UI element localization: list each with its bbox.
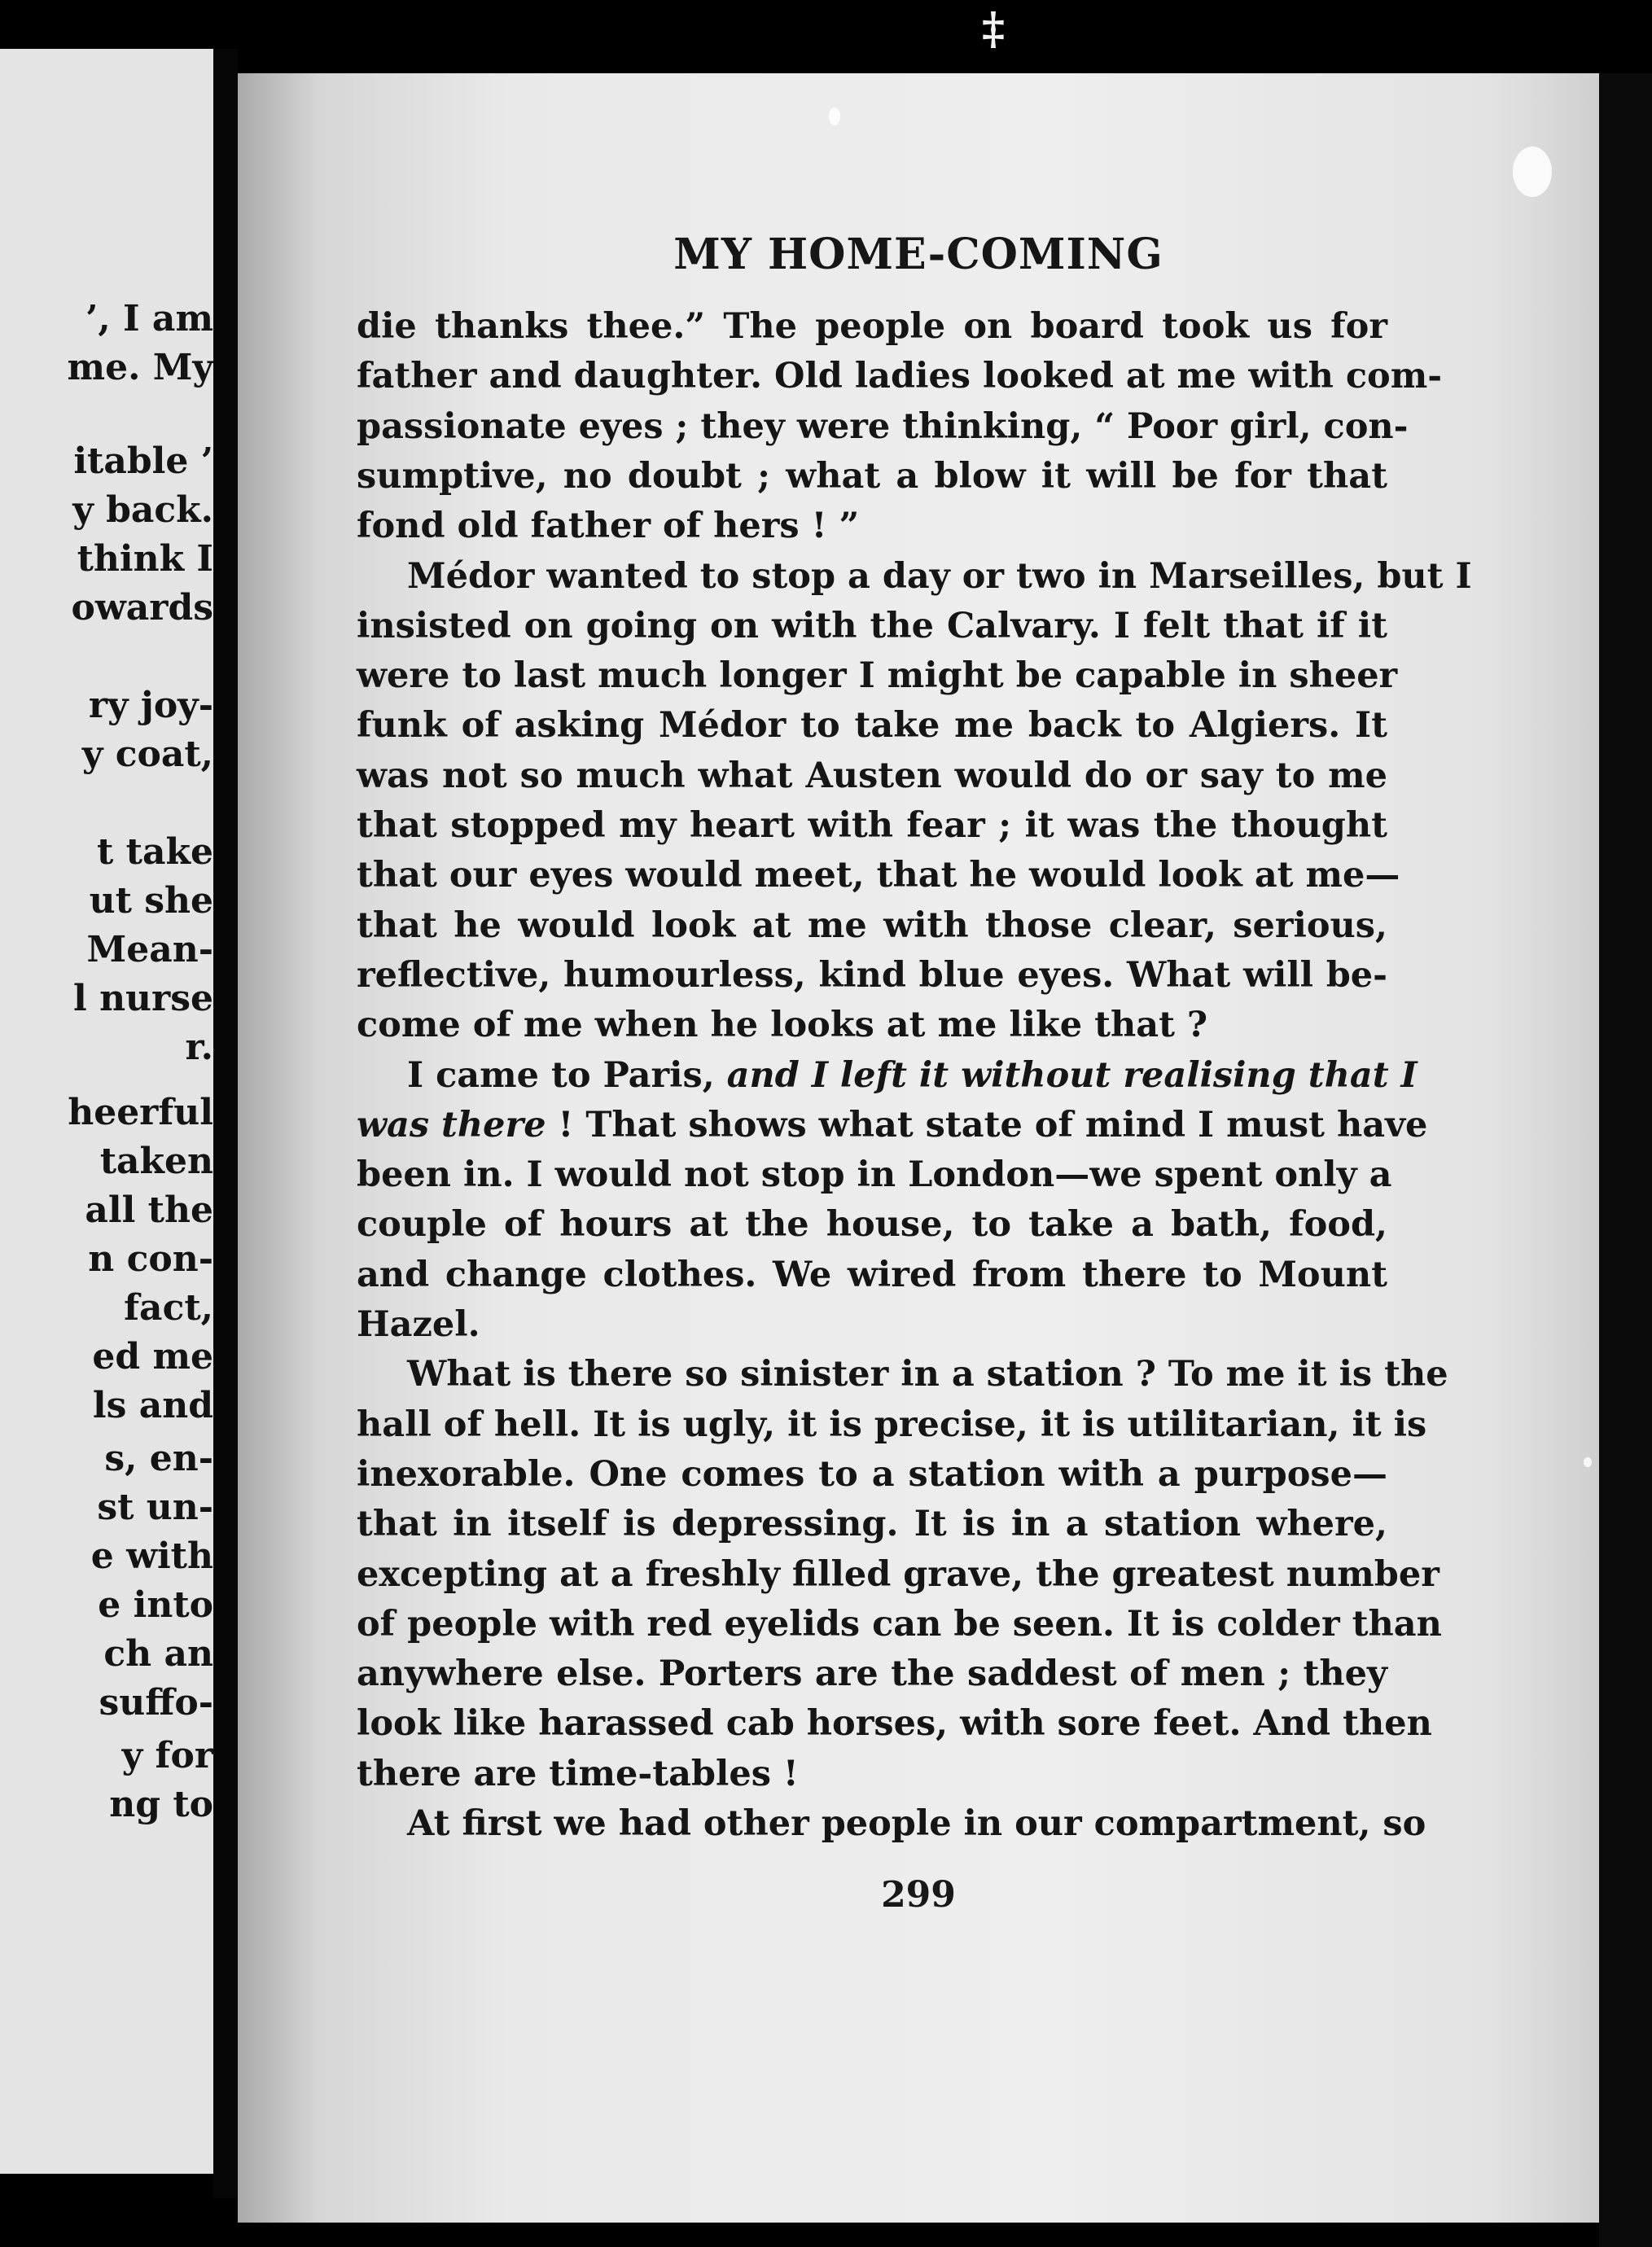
- facing-page-fragment: me. My: [67, 347, 213, 388]
- body-line: funk of asking Médor to take me back to Algiers. It: [357, 705, 1387, 746]
- facing-page-fragment: y for: [121, 1735, 213, 1776]
- body-line: that stopped my heart with fear ; it was the thought: [357, 805, 1387, 846]
- body-line: inexorable. One comes to a station with a purpose—: [357, 1454, 1387, 1495]
- body-line: fond old father of hers ! ”: [357, 506, 860, 546]
- body-line: What is there so sinister in a station ? To me it is the: [407, 1354, 1448, 1395]
- body-line: and change clothes. We wired from there to Mount: [357, 1255, 1387, 1295]
- facing-page-fragment: ch an: [103, 1633, 213, 1675]
- body-line: Hazel.: [357, 1304, 480, 1345]
- facing-page-fragment: t take: [97, 831, 213, 873]
- facing-page-fragment: e with: [90, 1535, 213, 1577]
- facing-page-fragment: suffo-: [99, 1682, 213, 1724]
- facing-page-fragment: think I: [77, 538, 213, 580]
- body-line: there are time-tables !: [357, 1754, 799, 1794]
- facing-page-fragment: n con-: [88, 1238, 213, 1280]
- body-line-italic: and I left it without realising that I: [726, 1055, 1418, 1096]
- facing-page-fragment: y back.: [72, 489, 213, 531]
- body-line: reflective, humourless, kind blue eyes. What will be-: [357, 955, 1387, 996]
- body-line: was not so much what Austen would do or say to me: [357, 756, 1387, 796]
- body-line: sumptive, no doubt ; what a blow it will be for that: [357, 456, 1387, 497]
- body-line: that our eyes would meet, that he would look at me—: [357, 855, 1400, 896]
- body-line: At first we had other people in our compartment, so: [407, 1803, 1426, 1844]
- facing-page-fragment: taken: [99, 1141, 213, 1182]
- body-line: were to last much longer I might be capable in sheer: [357, 655, 1398, 696]
- body-line: passionate eyes ; they were thinking, “ Poor girl, con-: [357, 406, 1409, 447]
- left-page-edge: [0, 49, 213, 2174]
- paper-blemish: [829, 107, 840, 125]
- facing-page-fragment: st un-: [97, 1487, 213, 1528]
- facing-page-fragment: y coat,: [81, 734, 213, 775]
- body-line: been in. I would not stop in London—we spent only a: [357, 1154, 1392, 1195]
- facing-page-fragment: heerful: [68, 1092, 213, 1133]
- body-line: couple of hours at the house, to take a bath, food,: [357, 1204, 1387, 1245]
- right-edge: [1599, 73, 1652, 2247]
- facing-page-fragment: fact,: [124, 1287, 213, 1329]
- facing-page-fragment: e into: [98, 1584, 213, 1626]
- facing-page-fragment: owards: [71, 587, 213, 629]
- top-mark: ‡: [981, 2, 1006, 55]
- facing-page-fragment: l nurse: [73, 978, 213, 1019]
- body-line: that he would look at me with those clear, serious,: [357, 905, 1387, 946]
- body-line: come of me when he looks at me like that ?: [357, 1005, 1208, 1045]
- facing-page-fragment: ls and: [92, 1385, 213, 1426]
- facing-page-fragment: ry joy-: [88, 685, 213, 726]
- page-number: 299: [881, 1874, 956, 1916]
- facing-page-fragment: Mean-: [86, 929, 213, 970]
- body-line: of people with red eyelids can be seen. It is colder than: [357, 1604, 1442, 1645]
- body-line: [357, 1055, 1418, 1096]
- body-line: Médor wanted to stop a day or two in Marseilles, but I: [407, 556, 1472, 597]
- facing-page-fragment: itable ’: [73, 440, 213, 482]
- facing-page-fragment: ’, I am: [85, 298, 213, 339]
- facing-page-fragment: ed me: [92, 1336, 213, 1378]
- paper-blemish: [1584, 1457, 1592, 1467]
- body-line: that in itself is depressing. It is in a station where,: [357, 1504, 1387, 1544]
- facing-page-fragment: ut she: [89, 880, 213, 922]
- body-line: look like harassed cab horses, with sore feet. And then: [357, 1703, 1432, 1744]
- body-line: insisted on going on with the Calvary. I felt that if it: [357, 606, 1387, 646]
- body-line-italic: was there: [357, 1105, 546, 1145]
- facing-page-fragment: all the: [85, 1189, 213, 1231]
- body-line-roman: ! That shows what state of mind I must have: [546, 1105, 1428, 1145]
- facing-page-fragment: s, en-: [104, 1438, 213, 1479]
- body-line: excepting at a freshly filled grave, the greatest number: [357, 1554, 1439, 1595]
- paper-blemish: [1513, 147, 1552, 197]
- body-line: die thanks thee.” The people on board took us for: [357, 306, 1387, 347]
- facing-page-fragment: ng to: [109, 1784, 213, 1825]
- facing-page-fragment: r.: [185, 1027, 213, 1068]
- body-line: father and daughter. Old ladies looked at me with com-: [357, 356, 1443, 396]
- running-head: MY HOME-COMING: [673, 230, 1163, 279]
- body-line: hall of hell. It is ugly, it is precise, it is utilitarian, it is: [357, 1404, 1427, 1445]
- body-line: anywhere else. Porters are the saddest of men ; they: [357, 1653, 1387, 1694]
- body-line: [357, 1105, 1428, 1145]
- book-gutter: [213, 49, 238, 2198]
- body-line-roman: I came to Paris,: [407, 1055, 727, 1096]
